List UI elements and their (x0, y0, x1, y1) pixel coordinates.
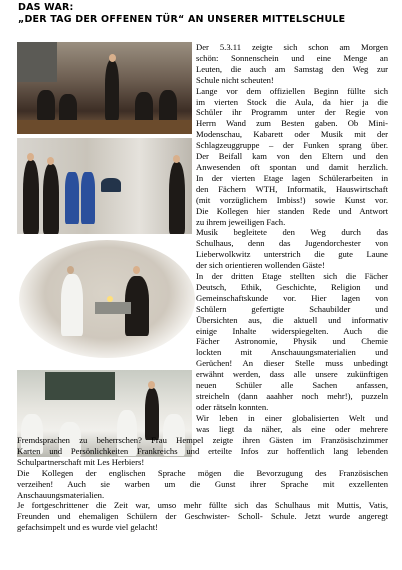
text-line: oder rätseln konnten. (196, 401, 269, 412)
text-line: Lieberwolkwitz unterstrich die gute Laune (196, 249, 388, 260)
text-line: verzeihen! Auch sie warben um die Gunst ihrer Sprache mit exzellenten (17, 478, 388, 489)
article-column-text (196, 42, 388, 435)
text-line: Wir leben in einer globalisierten Welt und (196, 412, 388, 423)
text-line: Der 5.3.11 zeigte sich schon am Morgen (196, 42, 388, 52)
text-line: Anwesenden oft spontan und damit herzlich. (196, 161, 388, 172)
brass-band-photo (17, 138, 192, 234)
science-demo-photo (19, 240, 195, 358)
article-header (18, 2, 345, 26)
text-line: Anschauungsmaterialien. (17, 489, 105, 500)
text-line: Deutsch, Ethik, Geschichte, Religion und (196, 281, 388, 292)
text-line: der sich orientieren wollenden Gäste! (196, 260, 325, 271)
text-line: Karten und Persönlichkeiten Frankreichs und erteilte Infos zur hoffentlich lang lebenden (17, 445, 388, 456)
text-line: lockten mit Anschauungsmaterialien und (196, 347, 388, 358)
text-line: Gerüchen! An dieser Stelle muss unbedingt (196, 358, 388, 369)
header-title: „DER TAG DER OFFENEN TÜR“ AN UNSERER MITTELSCHULE (18, 14, 346, 25)
text-line: Fremdsprachen zu beherrschen? Frau Hempel zeigte ihren Gästen im Französischzimmer (17, 435, 388, 445)
article-full-width-text (17, 435, 388, 533)
text-line: Schülern gefertigte Schaubilder und (196, 303, 388, 314)
text-line: erwähnt werden, dass alle unsere zukünftigen (196, 369, 388, 380)
header-kicker: DAS WAR: (18, 2, 74, 13)
orchestra-photo (17, 42, 192, 134)
text-line: Die Kollegen hier standen Rede und Antwort (196, 205, 388, 216)
text-line: Freunden und ehemaligen Schülern der Geschwister- Scholl- Schule. Jetzt wurde angeregt (17, 511, 388, 522)
text-line: (mit vorzüglichem Imbiss!) sowie Kunst vor. (196, 194, 388, 205)
text-line: schön: Sonnenschein und eine Menge an (196, 52, 388, 63)
text-line: Lange vor dem offiziellen Beginn füllte sich (196, 85, 388, 96)
text-line: In der vierten Etage lagen Schülerarbeiten in (196, 172, 388, 183)
text-line: streicheln (dann aaahher noch mehr!), puzzeln (196, 391, 388, 401)
text-line: Modenschau, Kabarett oder Musik mit der (196, 129, 388, 140)
text-line: gefachsimpelt und es wurde viel gelacht! (17, 522, 159, 533)
text-line: Übersichten aus, die aktuell und informativ (196, 314, 388, 325)
text-line: Herrn Wand zum Besten gaben. Ob Mini- (196, 118, 388, 129)
text-line: Gemeinschaftskunde vor. Hier lagen von (196, 292, 388, 303)
text-line: im vierten Stock die Aula, da hier ja die (196, 96, 388, 107)
text-line: Schüler ihr Programm unter der Regie von (196, 107, 388, 118)
text-line: was liegt da näher, als eine oder mehrere (196, 423, 388, 434)
text-line: Musik begleitete den Weg durch das (196, 227, 388, 238)
text-line: Schulpartnerschaft mit Les Herbiers! (17, 456, 145, 467)
text-line: In der dritten Etage stellten sich die Fächer (196, 271, 388, 282)
text-line: Der Beifall kam von den Eltern und den (196, 151, 388, 162)
text-line: Schulhaus, denn das Jugendorchester von (196, 238, 388, 249)
text-line: Schule nicht scheuten! (196, 74, 274, 85)
text-line: Schlagzeuggruppe – der Funken sprang über. (196, 140, 388, 151)
text-line: neuen Schüler alle Sachen anfassen, (196, 380, 388, 391)
text-line: Leuten, die auch am Samstag den Weg zur (196, 63, 388, 74)
text-line: Die Kollegen der englischen Sprache mögen die Bevorzugung des Französischen (17, 467, 388, 478)
text-line: Je fortgeschrittener die Zeit war, umso mehr füllte sich das Schulhaus mit Muttis, Vatis, (17, 500, 388, 511)
text-line: einige Inhalte widerspiegelten. Auch die (196, 325, 388, 336)
text-line: zu ihrem jeweiligen Fach. (196, 216, 286, 227)
text-line: Fächer Astronomie, Physik und Chemie (196, 336, 388, 347)
text-line: den Fächern WTH, Informatik, Hauswirtschaft (196, 183, 388, 194)
